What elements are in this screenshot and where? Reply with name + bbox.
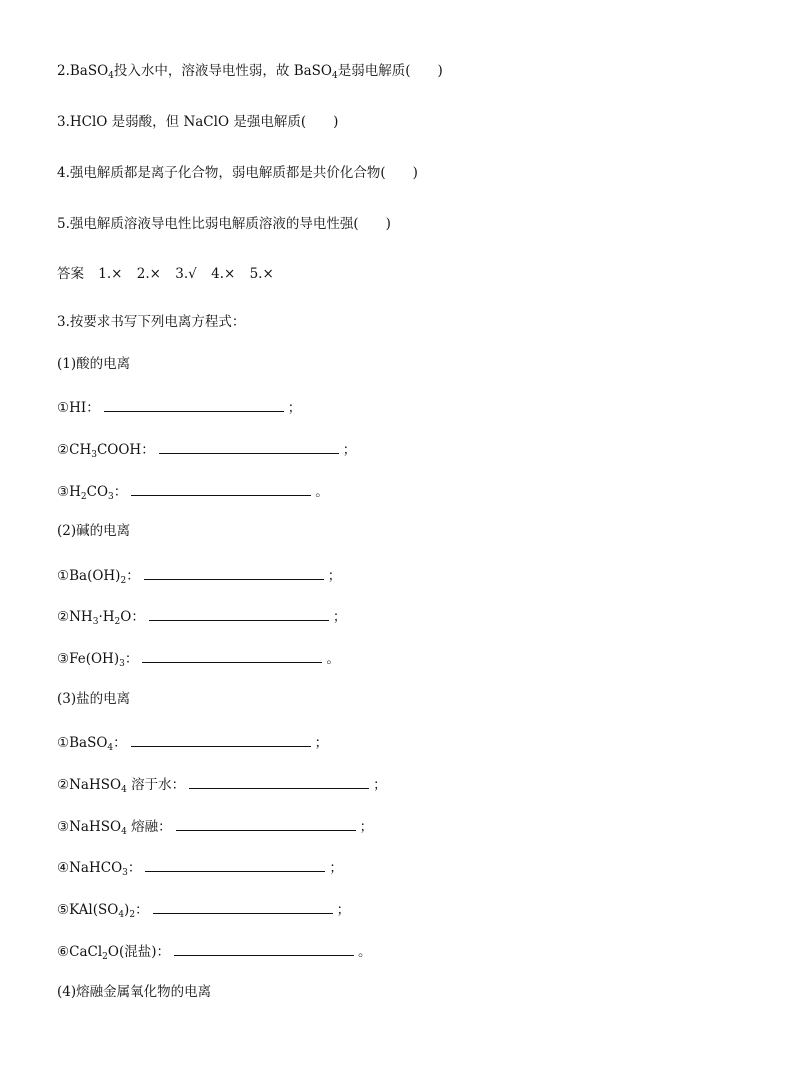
answer-blank[interactable] — [149, 606, 329, 621]
formula-item: ⑥CaCl$_2$O(混盐)： 。 — [57, 941, 371, 961]
formula-item: $②CH_3COOH$： ； — [57, 439, 356, 459]
statement-3: 3.HClO 是弱酸，但 NaClO 是强电解质( ) — [57, 114, 339, 130]
section-base-heading: (2)碱的电离 — [57, 523, 131, 539]
formula-item: ②NaHSO$_4$ 溶于水： ； — [57, 774, 387, 794]
answer-blank[interactable] — [174, 941, 354, 956]
statement-4: 4.强电解质都是离子化合物，弱电解质都是共价化合物( ) — [57, 165, 418, 181]
answer-item: 3.√ — [175, 266, 197, 282]
statement-5: 5.强电解质溶液导电性比弱电解质溶液的导电性强( ) — [57, 216, 391, 232]
section-acid-heading: (1)酸的电离 — [57, 356, 131, 372]
question-3-title: 3.按要求书写下列电离方程式： — [57, 314, 246, 330]
formula-item: ①BaSO$_4$： ； — [57, 732, 328, 752]
section-oxide-heading: (4)熔融金属氧化物的电离 — [57, 984, 212, 1000]
answer-blank[interactable] — [153, 899, 333, 914]
answer-item: 5.× — [249, 266, 274, 282]
formula-item: ④NaHCO$_3$： ； — [57, 857, 343, 877]
answer-blank[interactable] — [145, 857, 325, 872]
formula-item: ③NaHSO$_4$ 熔融： ； — [57, 816, 373, 836]
formula-item: $⑤KAl(SO_4)_2$： ； — [57, 899, 350, 919]
answer-blank[interactable] — [176, 816, 356, 831]
answer-label: 答案 — [57, 266, 84, 282]
answer-blank[interactable] — [142, 648, 322, 663]
answer-item: 4.× — [211, 266, 236, 282]
answer-blank[interactable] — [159, 439, 339, 454]
answer-item: 1.× — [98, 266, 123, 282]
answer-blank[interactable] — [104, 397, 284, 412]
formula-item: $②NH_3\cdot H_2O$： ； — [57, 606, 346, 626]
answer-blank[interactable] — [189, 774, 369, 789]
answer-blank[interactable] — [144, 565, 324, 580]
section-salt-heading: (3)盐的电离 — [57, 691, 131, 707]
formula-item: $③H_2CO_3$： 。 — [57, 481, 329, 501]
answer-line — [57, 265, 274, 283]
answer-blank[interactable] — [131, 732, 311, 747]
formula-item: ①HI： ； — [57, 397, 301, 417]
formula-item: $③Fe(OH)_3$： 。 — [57, 648, 340, 668]
statement-2: 2.BaSO$_4$投入水中，溶液导电性弱，故 BaSO$_4$是弱电解质( ) — [57, 63, 443, 81]
answer-blank[interactable] — [131, 481, 311, 496]
answer-item: 2.× — [136, 266, 161, 282]
formula-item: $①Ba(OH)_2$： ； — [57, 565, 341, 585]
